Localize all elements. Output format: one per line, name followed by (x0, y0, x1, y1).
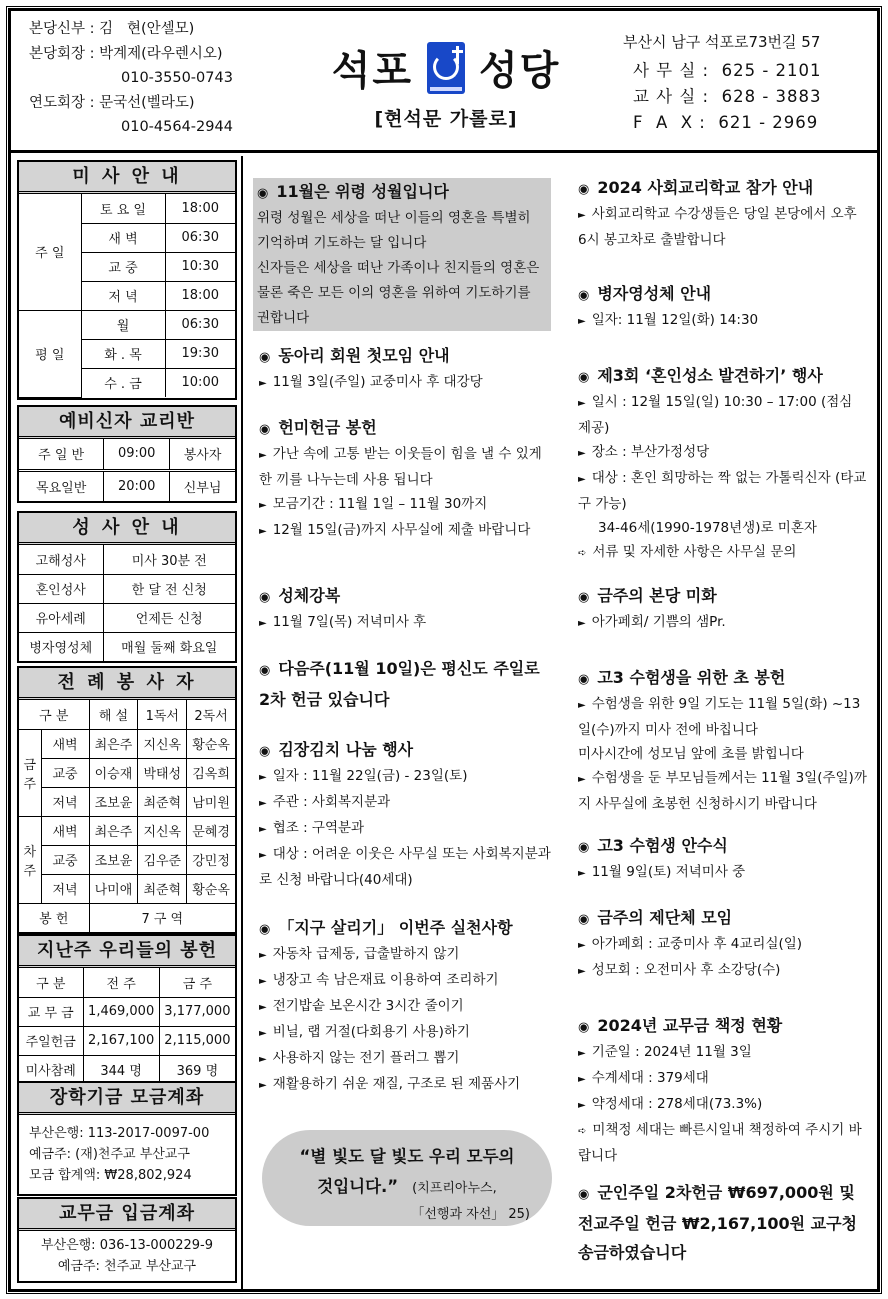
class-teacher: 봉사자 (170, 439, 235, 470)
scholarship-box (17, 1081, 237, 1196)
notice-title: 동아리 회원 첫모임 안내 (278, 346, 450, 365)
commentator: 나미애 (89, 874, 138, 903)
bullet-icon: ► (259, 500, 267, 511)
notice-text: 협조 : 구역분과 (272, 820, 365, 836)
offering-label: 봉 헌 (19, 903, 89, 932)
notice-text: 대상 : 어려운 이웃은 사무실 또는 사회복지분과로 신청 바랍니다(40세대) (259, 846, 551, 888)
commentator: 조보윤 (89, 845, 138, 874)
notice-text: 기준일 : 2024년 11월 3일 (591, 1044, 752, 1060)
notice-title: 군인주일 2차헌금 ₩697,000원 및 전교주일 헌금 ₩2,167,100원 교구청 송금하였습니다 (578, 1183, 858, 1262)
bank-account: 부산은행: 036-13-000229-9 (40, 1238, 214, 1253)
notice-sick-communion (578, 282, 868, 334)
section-mark-icon: ◉ (578, 1187, 590, 1202)
quote-bubble (262, 1130, 552, 1226)
mass-name: 수 . 금 (81, 368, 165, 397)
prev-week: 344 명 (83, 1055, 159, 1084)
notice-text: 미사시간에 성모님 앞에 초를 밝힙니다 (578, 746, 804, 762)
offering-district: 7 구 역 (89, 903, 235, 932)
account-holder: 예금주: 천주교 부산교구 (57, 1259, 197, 1274)
this-week-label: 금주 (19, 729, 41, 816)
section-mark-icon: ◉ (578, 182, 590, 197)
section-mark-icon: ◉ (259, 590, 271, 605)
notice-text: 대상 : 혼인 희망하는 짝 없는 가톨릭신자 (타교구 가능) (578, 470, 867, 512)
col-header: 구 분 (19, 700, 89, 729)
notice-benediction (259, 584, 551, 636)
fund-total: 모금 합계액: ₩28,802,924 (29, 1168, 192, 1183)
notice-text: 자동차 급제동, 급출발하지 않기 (272, 946, 460, 962)
commentator: 조보윤 (89, 787, 138, 816)
notice-text: 12월 15일(금)까지 사무실에 제출 바랍니다 (272, 522, 531, 538)
section-mark-icon: ◉ (578, 288, 590, 303)
notice-save-earth (259, 916, 551, 1098)
class-name: 목요일반 (19, 470, 104, 501)
section-mark-icon: ◉ (578, 1020, 590, 1035)
sacraments-table (19, 545, 235, 661)
weekday-label: 평 일 (19, 310, 81, 397)
bullet-icon: ► (578, 868, 586, 879)
notice-title: 11월은 위령 성월입니다 (276, 182, 449, 201)
notice-exam-candles (578, 666, 868, 816)
mass-time: 06:30 (165, 310, 235, 339)
liturgy-title: 전 례 봉 사 자 (19, 668, 235, 700)
bullet-icon: ► (259, 618, 267, 629)
notice-title: 2024 사회교리학교 참가 안내 (597, 178, 814, 197)
notice-exam-blessing (578, 834, 868, 886)
mass-slot: 새벽 (41, 729, 89, 758)
bullet-icon: ► (259, 850, 267, 861)
class-time: 09:00 (104, 439, 170, 470)
bullet-icon: ► (578, 1100, 586, 1111)
col-header: 해 설 (89, 700, 138, 729)
notice-remittance (578, 1178, 868, 1267)
mass-time: 06:30 (165, 223, 235, 252)
notice-kimchi-sharing (259, 738, 551, 892)
col-header: 구 분 (19, 968, 83, 997)
notice-text: 11월 9일(토) 저녁미사 중 (591, 864, 746, 880)
notice-title: 병자영성체 안내 (597, 284, 712, 303)
mass-name: 저 녁 (81, 281, 165, 310)
bullet-icon: ► (578, 1074, 586, 1085)
bullet-icon: ► (578, 474, 586, 485)
reader1: 지신옥 (138, 729, 187, 758)
prev-week: 2,167,100 (83, 1026, 159, 1055)
bullet-icon: ► (578, 618, 586, 629)
mass-name: 토 요 일 (81, 194, 165, 223)
contact-office: 사 무 실 : 625 - 2101 (633, 61, 822, 80)
contact-teacher-room: 교 사 실 : 628 - 3883 (633, 87, 822, 106)
notice-all-souls-month (253, 178, 551, 331)
bullet-icon: ► (259, 1080, 267, 1091)
notice-text: 사용하지 않는 전기 플러그 뽑기 (272, 1050, 460, 1066)
col-header: 1독서 (138, 700, 187, 729)
notice-title: 헌미헌금 봉헌 (278, 418, 377, 437)
church-title (316, 39, 576, 131)
quote-text: “별 빛도 달 빛도 우리 모두의 (299, 1147, 515, 1166)
bullet-icon: ► (259, 976, 267, 987)
section-mark-icon: ◉ (259, 744, 271, 759)
mass-name: 교 중 (81, 252, 165, 281)
liturgy-table (19, 700, 235, 932)
quote-source: (치프리아누스, (412, 1181, 497, 1196)
scholarship-title: 장학기금 모금계좌 (19, 1083, 235, 1115)
reader2: 황순옥 (187, 729, 235, 758)
notice-text: 수계세대 : 379세대 (591, 1070, 709, 1086)
notice-note: 미책정 세대는 빠른시일내 책정하여 주시기 바랍니다 (578, 1122, 862, 1164)
section-mark-icon: ◉ (259, 350, 271, 365)
notice-title: 고3 수험생을 위한 초 봉헌 (597, 668, 786, 687)
notice-club-meeting (259, 344, 551, 396)
notice-laity-sunday (259, 654, 551, 714)
offering-name: 주일헌금 (19, 1026, 83, 1055)
bullet-icon: ► (578, 316, 586, 327)
mass-name: 새 벽 (81, 223, 165, 252)
notice-text: 11월 3일(주일) 교중미사 후 대강당 (272, 374, 483, 390)
reader2: 황순옥 (187, 874, 235, 903)
section-mark-icon: ◉ (259, 922, 271, 937)
notice-title: 제3회 ‘혼인성소 발견하기’ 행사 (597, 366, 823, 385)
bulletin-header (11, 11, 877, 153)
notice-title: 다음주(11월 10일)은 평신도 주일로 2차 헌금 있습니다 (259, 659, 540, 709)
reader1: 김우준 (138, 845, 187, 874)
bullet-icon: ► (259, 824, 267, 835)
notice-dues-status (578, 1014, 868, 1168)
sunday-label: 주 일 (19, 194, 81, 310)
mass-schedule-table (19, 194, 235, 398)
quote-text: 것입니다.” (317, 1177, 399, 1196)
reader2: 강민정 (187, 845, 235, 874)
catechumen-box (17, 405, 237, 503)
section-mark-icon: ◉ (257, 186, 269, 201)
bullet-icon: ► (578, 1048, 586, 1059)
notice-text: 사회교리학교 수강생들은 당일 본당에서 오후 6시 봉고차로 출발합니다 (578, 206, 857, 248)
section-mark-icon: ◉ (578, 912, 590, 927)
mass-time: 10:00 (165, 368, 235, 397)
offering-name: 교 무 금 (19, 997, 83, 1026)
notice-group-meetings (578, 906, 868, 984)
mass-schedule-title: 미 사 안 내 (19, 162, 235, 194)
bullet-icon: ► (259, 798, 267, 809)
pastor: 본당신부 : 김 현(안셀모) (29, 21, 195, 37)
bullet-icon: ► (259, 950, 267, 961)
class-teacher: 신부님 (170, 470, 235, 501)
sacrament-name: 병자영성체 (19, 632, 103, 661)
section-mark-icon: ◉ (259, 422, 271, 437)
notice-text: 아가페회 : 교중미사 후 4교리실(일) (591, 936, 803, 952)
patron-subtitle: [현석문 가롤로] (374, 108, 518, 130)
notice-title: 성체강복 (278, 586, 341, 605)
class-name: 주 일 반 (19, 439, 104, 470)
notice-text: 일자: 11월 12일(화) 14:30 (591, 312, 759, 328)
notice-text: 냉장고 속 남은재료 이용하여 조리하기 (272, 972, 499, 988)
staff-info (29, 17, 233, 140)
notice-text: 모금기간 : 11월 1일 – 11월 30까지 (272, 496, 488, 512)
notice-text: 재활용하기 쉬운 재질, 구조로 된 제품사기 (272, 1076, 521, 1092)
church-logo-icon (427, 42, 465, 94)
bullet-icon: ► (578, 966, 586, 977)
mass-name: 월 (81, 310, 165, 339)
council-president-phone: 010-3550-0743 (121, 70, 233, 86)
address: 부산시 남구 석포로73번길 57 (623, 33, 821, 51)
notice-title: 「지구 살리기」 이번주 실천사항 (278, 918, 513, 937)
col-header: 전 주 (83, 968, 159, 997)
account-holder: 예금주: (재)천주교 부산교구 (29, 1147, 190, 1162)
section-mark-icon: ◉ (578, 840, 590, 855)
notice-rice-offering (259, 416, 551, 544)
mass-schedule-box (17, 160, 237, 400)
quote-source: 「선행과 자선」 25) (411, 1207, 530, 1222)
mass-time: 18:00 (165, 281, 235, 310)
notice-text: 아가페회/ 기쁨의 샘Pr. (591, 614, 726, 630)
notice-text: 전기밥솥 보온시간 3시간 줄이기 (272, 998, 464, 1014)
mass-slot: 교중 (41, 758, 89, 787)
bullet-icon: ► (578, 398, 586, 409)
notice-text: 약정세대 : 278세대(73.3%) (591, 1096, 763, 1112)
bullet-icon: ► (259, 772, 267, 783)
mass-slot: 새벽 (41, 816, 89, 845)
contact-fax: F A X : 621 - 2969 (633, 113, 819, 132)
dues-account-box (17, 1197, 237, 1283)
arrow-icon: ➪ (578, 1126, 587, 1137)
council-president: 본당회장 : 박계제(라우렌시오) (29, 45, 223, 62)
reader2: 남미원 (187, 787, 235, 816)
sacrament-name: 고해성사 (19, 545, 103, 574)
sacrament-info: 미사 30분 전 (103, 545, 235, 574)
notice-text: 성모회 : 오전미사 후 소강당(수) (591, 962, 781, 978)
notice-title: 금주의 제단체 모임 (597, 908, 733, 927)
bullet-icon: ► (259, 526, 267, 537)
title-right: 성당 (479, 48, 561, 94)
dues-account-title: 교무금 입금계좌 (19, 1199, 235, 1231)
sacrament-name: 혼인성사 (19, 574, 103, 603)
bullet-icon: ► (259, 1028, 267, 1039)
catechumen-title: 예비신자 교리반 (19, 407, 235, 439)
mass-time: 18:00 (165, 194, 235, 223)
prev-week: 1,469,000 (83, 997, 159, 1026)
notice-note: 서류 및 자세한 사항은 사무실 문의 (592, 544, 797, 560)
col-header: 2독서 (187, 700, 235, 729)
notice-text: 34-46세(1990-1978년생)로 미혼자 (598, 520, 817, 536)
bullet-icon: ► (578, 700, 586, 711)
bullet-icon: ► (578, 210, 586, 221)
reader1: 지신옥 (138, 816, 187, 845)
bank-account: 부산은행: 113-2017-0097-00 (29, 1126, 210, 1141)
notice-text: 가난 속에 고통 받는 이웃들이 힘을 낼 수 있게 한 끼를 나누는데 사용 됩니다 (259, 446, 542, 488)
offerings-table (19, 968, 235, 1084)
left-sidebar (11, 156, 243, 1289)
title-left: 석포 (331, 48, 413, 94)
next-week-label: 차주 (19, 816, 41, 903)
notice-text: 비닐, 랩 거절(다회용기 사용)하기 (272, 1024, 470, 1040)
scholarship-account (19, 1115, 235, 1194)
mass-slot: 교중 (41, 845, 89, 874)
reader2: 문혜경 (187, 816, 235, 845)
mass-slot: 저녁 (41, 874, 89, 903)
notice-title: 2024년 교무금 책정 현황 (597, 1016, 783, 1035)
notice-text: 주관 : 사회복지분과 (272, 794, 391, 810)
section-mark-icon: ◉ (578, 672, 590, 687)
sacrament-name: 유아세례 (19, 603, 103, 632)
notice-text: 위령 성월은 세상을 떠난 이들의 영혼을 특별히 기억하며 기도하는 달 입니다 (257, 210, 531, 251)
bullet-icon: ► (578, 774, 586, 785)
notice-cleaning (578, 584, 868, 636)
bullet-icon: ► (259, 1002, 267, 1013)
bullet-icon: ► (578, 448, 586, 459)
notice-title: 금주의 본당 미화 (597, 586, 717, 605)
catechumen-table (19, 439, 235, 501)
commentator: 최은주 (89, 816, 138, 845)
contact-info (623, 31, 822, 136)
notice-text: 신자들은 세상을 떠난 가족이나 친지들의 영혼은 물론 죽은 모든 이의 영혼을 위하여 기도하기를 권합니다 (257, 260, 540, 326)
notice-text: 일자 : 11월 22일(금) - 23일(토) (272, 768, 468, 784)
reader2: 김옥희 (187, 758, 235, 787)
notice-text: 수험생을 둔 부모님들께서는 11월 3일(주일)까지 사무실에 초봉헌 신청하시기 바랍니다 (578, 770, 867, 812)
bullet-icon: ► (259, 1054, 267, 1065)
notice-social-doctrine (578, 176, 868, 252)
notice-text: 장소 : 부산가정성당 (591, 444, 710, 460)
offerings-title: 지난주 우리들의 봉헌 (19, 936, 235, 968)
notice-title: 김장김치 나눔 행사 (278, 740, 414, 759)
col-header: 금 주 (159, 968, 235, 997)
offering-name: 미사참례 (19, 1055, 83, 1084)
section-mark-icon: ◉ (578, 590, 590, 605)
notice-text: 수험생을 위한 9일 기도는 11월 5일(화) ~13일(수)까지 미사 전에 바칩니다 (578, 696, 861, 738)
bullet-icon: ► (259, 450, 267, 461)
class-time: 20:00 (104, 470, 170, 501)
notice-text: 11월 7일(목) 저녁미사 후 (272, 614, 427, 630)
notice-marriage-vocation (578, 364, 868, 566)
sacraments-box (17, 511, 237, 663)
reader1: 최준혁 (138, 874, 187, 903)
this-week: 369 명 (159, 1055, 235, 1084)
dues-account (19, 1231, 235, 1281)
sacraments-title: 성 사 안 내 (19, 513, 235, 545)
sacrament-info: 매월 둘째 화요일 (103, 632, 235, 661)
mass-slot: 저녁 (41, 787, 89, 816)
section-mark-icon: ◉ (578, 370, 590, 385)
offerings-box (17, 934, 237, 1086)
sacrament-info: 언제든 신청 (103, 603, 235, 632)
this-week: 3,177,000 (159, 997, 235, 1026)
notice-text: 일시 : 12월 15일(일) 10:30 – 17:00 (점심 제공) (578, 394, 853, 436)
sacrament-info: 한 달 전 신청 (103, 574, 235, 603)
bullet-icon: ► (578, 940, 586, 951)
arrow-icon: ➪ (578, 548, 587, 559)
youth-president: 연도회장 : 문국선(벨라도) (29, 94, 195, 111)
mass-time: 19:30 (165, 339, 235, 368)
commentator: 이승재 (89, 758, 138, 787)
notice-title: 고3 수험생 안수식 (597, 836, 728, 855)
section-mark-icon: ◉ (259, 663, 271, 678)
reader1: 최준혁 (138, 787, 187, 816)
reader1: 박태성 (138, 758, 187, 787)
youth-president-phone: 010-4564-2944 (121, 119, 233, 135)
liturgy-ministers-box (17, 666, 237, 934)
mass-time: 10:30 (165, 252, 235, 281)
bullet-icon: ► (259, 378, 267, 389)
this-week: 2,115,000 (159, 1026, 235, 1055)
commentator: 최은주 (89, 729, 138, 758)
mass-name: 화 . 목 (81, 339, 165, 368)
